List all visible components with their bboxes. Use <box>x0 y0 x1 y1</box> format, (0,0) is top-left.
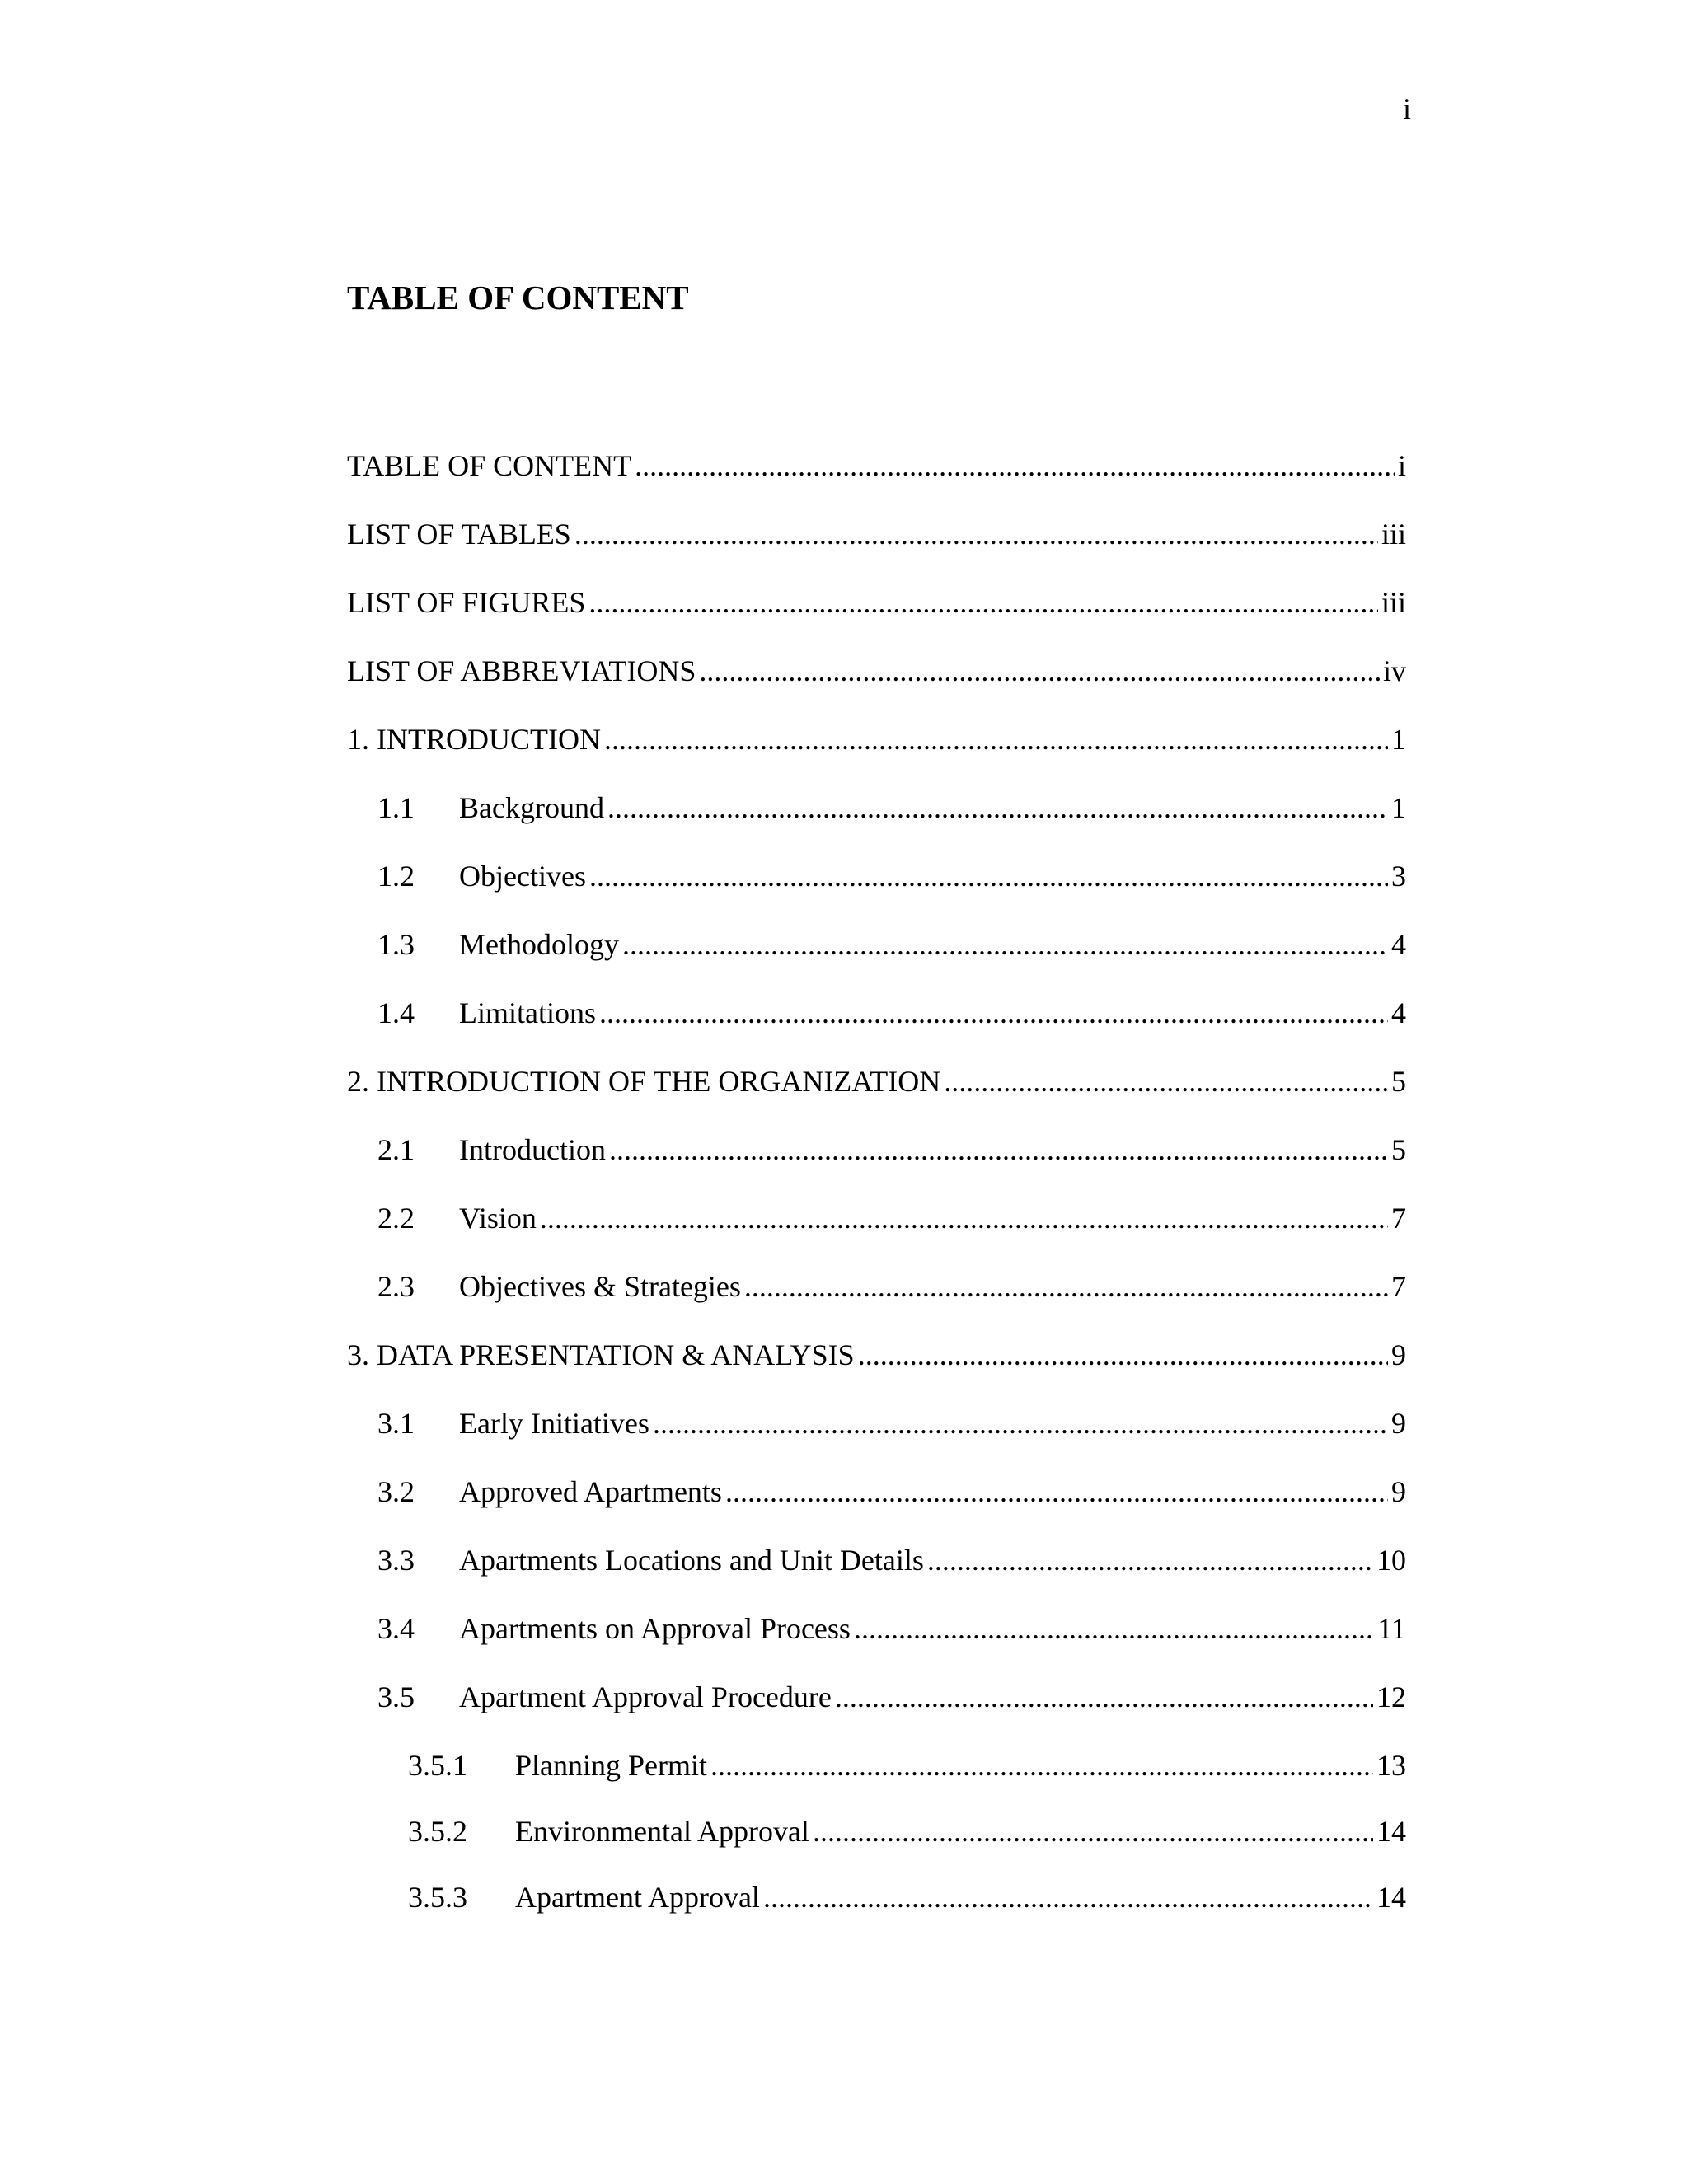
toc-entry-title: 1. INTRODUCTION <box>347 723 601 756</box>
dot-leader <box>653 1403 1388 1444</box>
toc-entry-section-3-3[interactable] <box>377 1540 1406 1581</box>
dot-leader <box>574 513 1378 555</box>
toc-entry-page: 4 <box>1391 996 1406 1029</box>
toc-entry-title: LIST OF ABBREVIATIONS <box>347 654 696 687</box>
toc-entry-list-of-abbreviations[interactable] <box>347 650 1406 691</box>
dot-leader <box>725 1471 1388 1512</box>
toc-entry-section-2-3[interactable] <box>377 1266 1406 1307</box>
toc-entry-number: 3.5 <box>377 1680 415 1713</box>
toc-entry-section-3-2[interactable] <box>377 1471 1406 1512</box>
toc-entry-section-3-5-1[interactable] <box>408 1745 1406 1786</box>
toc-entry-number: 3.5.2 <box>408 1815 467 1848</box>
dot-leader <box>763 1877 1373 1918</box>
toc-entry-page: 4 <box>1391 928 1406 961</box>
page-number: i <box>1402 92 1411 125</box>
toc-entry-chapter-2[interactable] <box>347 1061 1406 1102</box>
toc-entry-title: Vision <box>459 1202 537 1235</box>
toc-entry-page: 14 <box>1376 1881 1406 1914</box>
dot-leader <box>604 719 1388 760</box>
toc-entry-number: 1.2 <box>377 860 415 893</box>
dot-leader <box>744 1266 1388 1307</box>
toc-entry-title: TABLE OF CONTENT <box>347 449 632 482</box>
toc-entry-number: 1.1 <box>377 791 415 824</box>
toc-entry-section-2-2[interactable] <box>377 1197 1406 1239</box>
dot-leader <box>609 1129 1388 1170</box>
toc-entry-page: iv <box>1382 654 1406 687</box>
dot-leader <box>607 787 1388 828</box>
toc-entry-title: 2. INTRODUCTION OF THE ORGANIZATION <box>347 1065 941 1098</box>
toc-entry-title: Objectives <box>459 860 586 893</box>
toc-entry-title: Apartments on Approval Process <box>459 1612 851 1645</box>
toc-entry-page: 9 <box>1391 1338 1406 1371</box>
toc-entry-list-of-tables[interactable] <box>347 513 1406 555</box>
dot-leader <box>813 1811 1373 1852</box>
toc-entry-page: 1 <box>1391 723 1406 756</box>
toc-entry-title: Apartment Approval Procedure <box>459 1680 832 1713</box>
toc-entry-number: 3.4 <box>377 1612 415 1645</box>
toc-entry-table-of-content[interactable] <box>347 445 1406 486</box>
toc-entry-title: Early Initiatives <box>459 1407 649 1440</box>
dot-leader <box>699 650 1380 691</box>
toc-entry-section-3-1[interactable] <box>377 1403 1406 1444</box>
dot-leader <box>589 855 1388 897</box>
dot-leader <box>835 1676 1373 1718</box>
toc-entry-title: Objectives & Strategies <box>459 1270 741 1303</box>
toc-entry-title: Planning Permit <box>515 1749 707 1782</box>
toc-entry-title: Environmental Approval <box>515 1815 809 1848</box>
toc-entry-chapter-1[interactable] <box>347 719 1406 760</box>
toc-entry-number: 1.4 <box>377 996 415 1029</box>
toc-entry-page: iii <box>1381 586 1406 619</box>
dot-leader <box>588 582 1378 623</box>
toc-entry-number: 3.5.3 <box>408 1881 467 1914</box>
toc-entry-page: 7 <box>1391 1202 1406 1235</box>
toc-entry-page: 11 <box>1377 1612 1406 1645</box>
toc-entry-page: i <box>1397 449 1406 482</box>
toc-entry-page: 10 <box>1376 1544 1406 1577</box>
toc-entry-page: 12 <box>1376 1680 1406 1713</box>
toc-entry-number: 3.2 <box>377 1475 415 1508</box>
toc-entry-page: 13 <box>1376 1749 1406 1782</box>
toc-entry-page: 9 <box>1391 1407 1406 1440</box>
toc-entry-number: 2.3 <box>377 1270 415 1303</box>
dot-leader <box>540 1197 1388 1239</box>
toc-entry-number: 2.1 <box>377 1133 415 1166</box>
toc-entry-title: LIST OF FIGURES <box>347 586 586 619</box>
toc-entry-number: 3.1 <box>377 1407 415 1440</box>
toc-entry-title: Approved Apartments <box>459 1475 722 1508</box>
toc-entry-section-3-4[interactable] <box>377 1608 1406 1649</box>
dot-leader <box>944 1061 1388 1102</box>
toc-entry-section-1-3[interactable] <box>377 924 1406 965</box>
dot-leader <box>858 1334 1388 1376</box>
toc-entry-section-1-4[interactable] <box>377 992 1406 1033</box>
toc-entry-title: Methodology <box>459 928 619 961</box>
toc-entry-title: Background <box>459 791 604 824</box>
toc-entry-number: 3.3 <box>377 1544 415 1577</box>
toc-entry-title: Apartments Locations and Unit Details <box>459 1544 924 1577</box>
dot-leader <box>599 992 1388 1033</box>
toc-entry-page: 1 <box>1391 791 1406 824</box>
toc-entry-title: Limitations <box>459 996 596 1029</box>
toc-entry-section-3-5[interactable] <box>377 1676 1406 1718</box>
toc-entry-page: 3 <box>1391 860 1406 893</box>
toc-entry-page: 5 <box>1391 1065 1406 1098</box>
dot-leader <box>710 1745 1373 1786</box>
toc-entry-page: iii <box>1381 518 1406 551</box>
page-title: TABLE OF CONTENT <box>347 279 689 316</box>
toc-entry-number: 2.2 <box>377 1202 415 1235</box>
toc-entry-page: 14 <box>1376 1815 1406 1848</box>
toc-entry-list-of-figures[interactable] <box>347 582 1406 623</box>
toc-entry-title: Introduction <box>459 1133 606 1166</box>
toc-entry-section-3-5-2[interactable] <box>408 1811 1406 1852</box>
toc-entry-section-3-5-3[interactable] <box>408 1877 1406 1918</box>
dot-leader <box>635 445 1395 486</box>
dot-leader <box>927 1540 1373 1581</box>
toc-entry-page: 7 <box>1391 1270 1406 1303</box>
toc-entry-title: 3. DATA PRESENTATION & ANALYSIS <box>347 1338 855 1371</box>
toc-entry-chapter-3[interactable] <box>347 1334 1406 1376</box>
toc-entry-number: 1.3 <box>377 928 415 961</box>
toc-entry-page: 5 <box>1391 1133 1406 1166</box>
toc-entry-number: 3.5.1 <box>408 1749 467 1782</box>
toc-entry-section-1-1[interactable] <box>377 787 1406 828</box>
toc-entry-title: LIST OF TABLES <box>347 518 571 551</box>
toc-entry-page: 9 <box>1391 1475 1406 1508</box>
toc-entry-section-2-1[interactable] <box>377 1129 1406 1170</box>
dot-leader <box>854 1608 1374 1649</box>
toc-entry-section-1-2[interactable] <box>377 855 1406 897</box>
dot-leader <box>622 924 1388 965</box>
toc-entry-title: Apartment Approval <box>515 1881 760 1914</box>
